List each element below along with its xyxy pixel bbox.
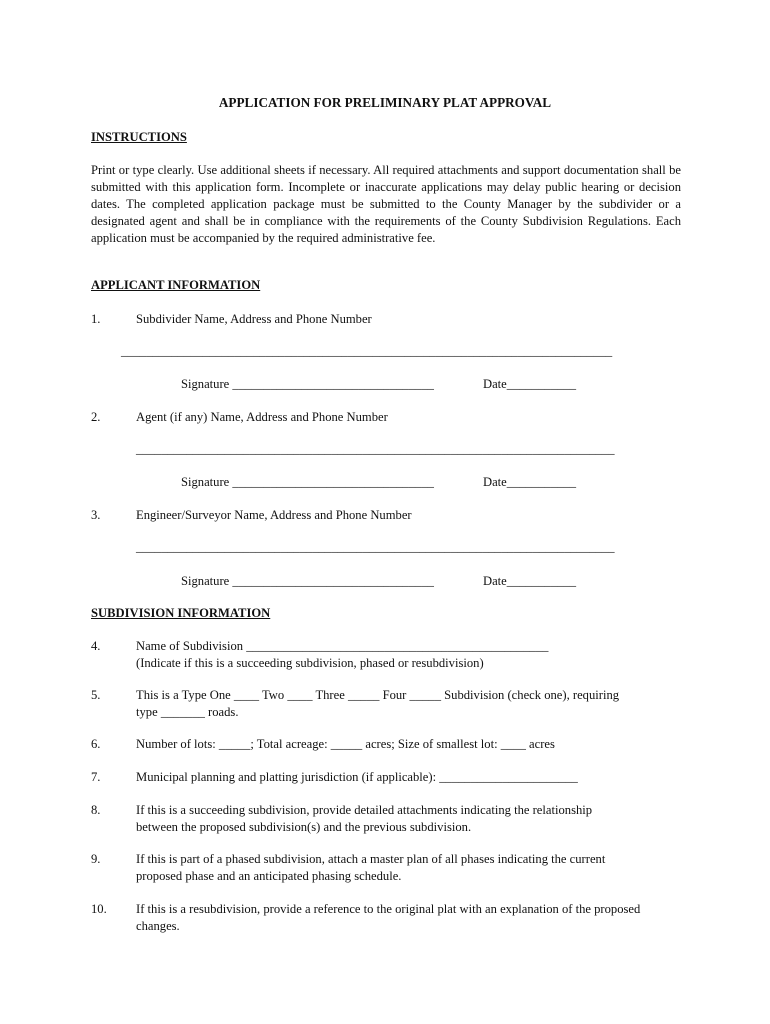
engineer-label: Engineer/Surveyor Name, Address and Phone Number — [136, 508, 412, 522]
subdivision-type-field[interactable]: This is a Type One ____ Two ____ Three _____ Four _____ Subdivision (check one), requiring — [136, 688, 620, 702]
page-title: APPLICATION FOR PRELIMINARY PLAT APPROVAL — [218, 95, 552, 110]
subdivider-info-field[interactable]: ______________________________________________________________________________ — [121, 344, 613, 358]
item-number: 1. — [91, 312, 101, 326]
agent-signature-field[interactable]: Signature ________________________________ — [181, 475, 434, 489]
engineer-signature-field[interactable]: Signature ________________________________ — [181, 574, 434, 588]
item-number: 6. — [91, 737, 101, 751]
item-number: 5. — [91, 688, 101, 702]
phased-subdivision-text: If this is part of a phased subdivision, attach a master plan of all phases indicating the current — [136, 852, 606, 866]
instructions-heading: INSTRUCTIONS — [91, 130, 187, 144]
item-number: 9. — [91, 852, 101, 866]
engineer-date-field[interactable]: Date___________ — [483, 574, 577, 588]
item-number: 3. — [91, 508, 101, 522]
road-type-field[interactable]: type _______ roads. — [136, 705, 239, 719]
instructions-text: Print or type clearly. Use additional sheets if necessary. All required attachments and support documentation shall be submitted with this application form. Incomplete or inaccurate applications may delay public hearing or decision dates. The completed application package must be submitted to the County Manager by the subdivider or a designated agent and shall be in compliance with the requirements of the County Subdivision Regulations. Each application must be accompanied by the required administrative fee. — [91, 163, 681, 245]
item-number: 8. — [91, 803, 101, 817]
jurisdiction-field[interactable]: Municipal planning and platting jurisdiction (if applicable): ______________________ — [136, 770, 578, 784]
applicant-information-heading: APPLICANT INFORMATION — [91, 278, 261, 292]
item-number: 4. — [91, 639, 101, 653]
agent-label: Agent (if any) Name, Address and Phone Number — [136, 410, 388, 424]
agent-date-field[interactable]: Date___________ — [483, 475, 577, 489]
resubdivision-text-cont: changes. — [136, 919, 180, 933]
subdivider-label: Subdivider Name, Address and Phone Number — [136, 312, 372, 326]
subdivision-name-field[interactable]: Name of Subdivision ________________________________________________ — [136, 639, 549, 653]
resubdivision-text: If this is a resubdivision, provide a reference to the original plat with an explanation of the proposed — [136, 902, 641, 916]
subdivision-name-note: (Indicate if this is a succeeding subdivision, phased or resubdivision) — [136, 656, 484, 670]
subdivider-signature-field[interactable]: Signature ________________________________ — [181, 377, 434, 391]
phased-subdivision-text-cont: proposed phase and an anticipated phasing schedule. — [136, 869, 402, 883]
engineer-info-field[interactable]: ____________________________________________________________________________ — [136, 540, 615, 554]
succeeding-subdivision-text-cont: between the proposed subdivision(s) and the previous subdivision. — [136, 820, 472, 834]
item-number: 10. — [91, 902, 107, 916]
subdivision-information-heading: SUBDIVISION INFORMATION — [91, 606, 271, 620]
agent-info-field[interactable]: ____________________________________________________________________________ — [136, 442, 615, 456]
succeeding-subdivision-text: If this is a succeeding subdivision, provide detailed attachments indicating the relationship — [136, 803, 593, 817]
item-number: 2. — [91, 410, 101, 424]
lots-acreage-field[interactable]: Number of lots: _____; Total acreage: _____ acres; Size of smallest lot: ____ acres — [136, 737, 555, 751]
item-number: 7. — [91, 770, 101, 784]
subdivider-date-field[interactable]: Date___________ — [483, 377, 577, 391]
